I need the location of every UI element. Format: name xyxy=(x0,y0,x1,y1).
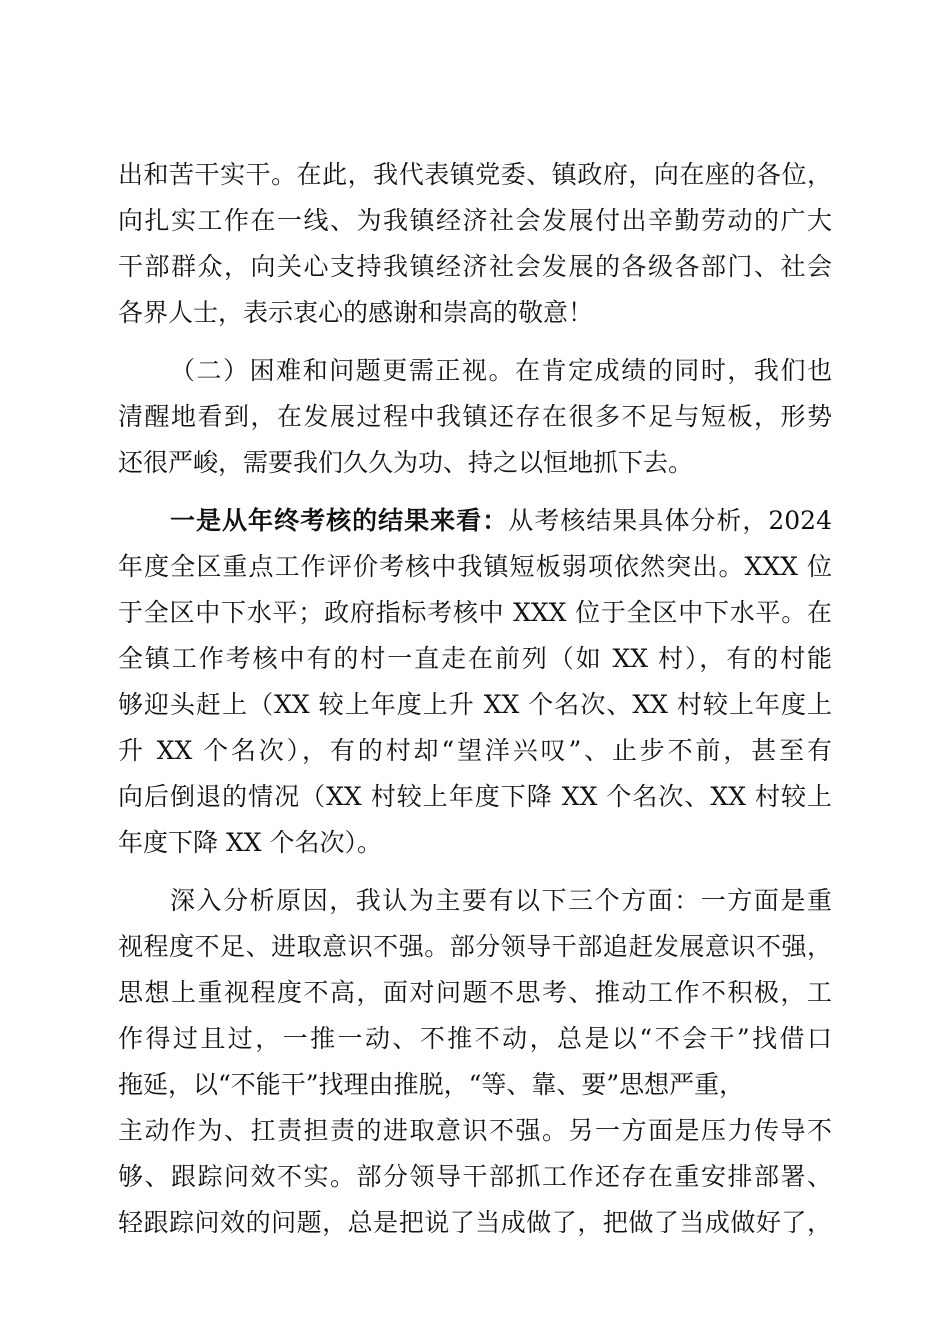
document-body xyxy=(118,152,832,1246)
text-line: 年度全区重点工作评价考核中我镇短板弱项依然突出。XXX 位 xyxy=(118,552,832,581)
text-line: 升 XX 个名次），有的村却“望洋兴叹”、止步不前，甚至有 xyxy=(118,736,832,765)
paragraph-gratitude xyxy=(118,152,832,336)
text-line: 够、跟踪问效不实。部分领导干部抓工作还存在重安排部署、 xyxy=(118,1162,832,1191)
text-line: 主动作为、扛责担责的进取意识不强。另一方面是压力传导不 xyxy=(118,1116,832,1145)
text-line: 于全区中下水平；政府指标考核中 XXX 位于全区中下水平。在 xyxy=(118,598,832,627)
text-line: 拖延，以“不能干”找理由推脱，“等、靠、要”思想严重， xyxy=(118,1070,745,1099)
text-line: 年度下降 XX 个名次）。 xyxy=(118,828,382,857)
bold-lead: 一是从年终考核的结果来看： xyxy=(170,506,509,535)
lead-rest: 从考核结果具体分析，2024 xyxy=(508,506,832,535)
text-line: 清醒地看到，在发展过程中我镇还存在很多不足与短板，形势 xyxy=(118,402,832,431)
text-line: 够迎头赶上（XX 较上年度上升 XX 个名次、XX 村较上年度上 xyxy=(118,690,832,719)
text-line: 各界人士，表示衷心的感谢和崇高的敬意！ xyxy=(118,298,594,327)
text-line: 视程度不足、进取意识不强。部分领导干部追赶发展意识不强， xyxy=(118,932,832,961)
text-line: 向扎实工作在一线、为我镇经济社会发展付出辛勤劳动的广大 xyxy=(118,206,832,235)
text-line: 深入分析原因，我认为主要有以下三个方面：一方面是重 xyxy=(170,886,832,915)
paragraph-causes xyxy=(118,878,832,1246)
paragraph-assessment xyxy=(118,498,832,866)
text-line: 出和苦干实干。在此，我代表镇党委、镇政府，向在座的各位， xyxy=(118,160,832,189)
text-line: 还很严峻，需要我们久久为功、持之以恒地抓下去。 xyxy=(118,448,694,477)
paragraph-problems xyxy=(118,348,832,486)
text-line: 轻跟踪问效的问题，总是把说了当成做了，把做了当成做好了， xyxy=(118,1208,832,1237)
text-line-lead xyxy=(118,498,832,544)
text-line: 思想上重视程度不高，面对问题不思考、推动工作不积极，工 xyxy=(118,978,832,1007)
text-line: 作得过且过，一推一动、不推不动，总是以“不会干”找借口 xyxy=(118,1024,832,1053)
text-line: 干部群众，向关心支持我镇经济社会发展的各级各部门、社会 xyxy=(118,252,832,281)
text-line: （二）困难和问题更需正视。在肯定成绩的同时，我们也 xyxy=(170,356,832,385)
text-line: 全镇工作考核中有的村一直走在前列（如 XX 村），有的村能 xyxy=(118,644,832,673)
text-line: 向后倒退的情况（XX 村较上年度下降 XX 个名次、XX 村较上 xyxy=(118,782,832,811)
